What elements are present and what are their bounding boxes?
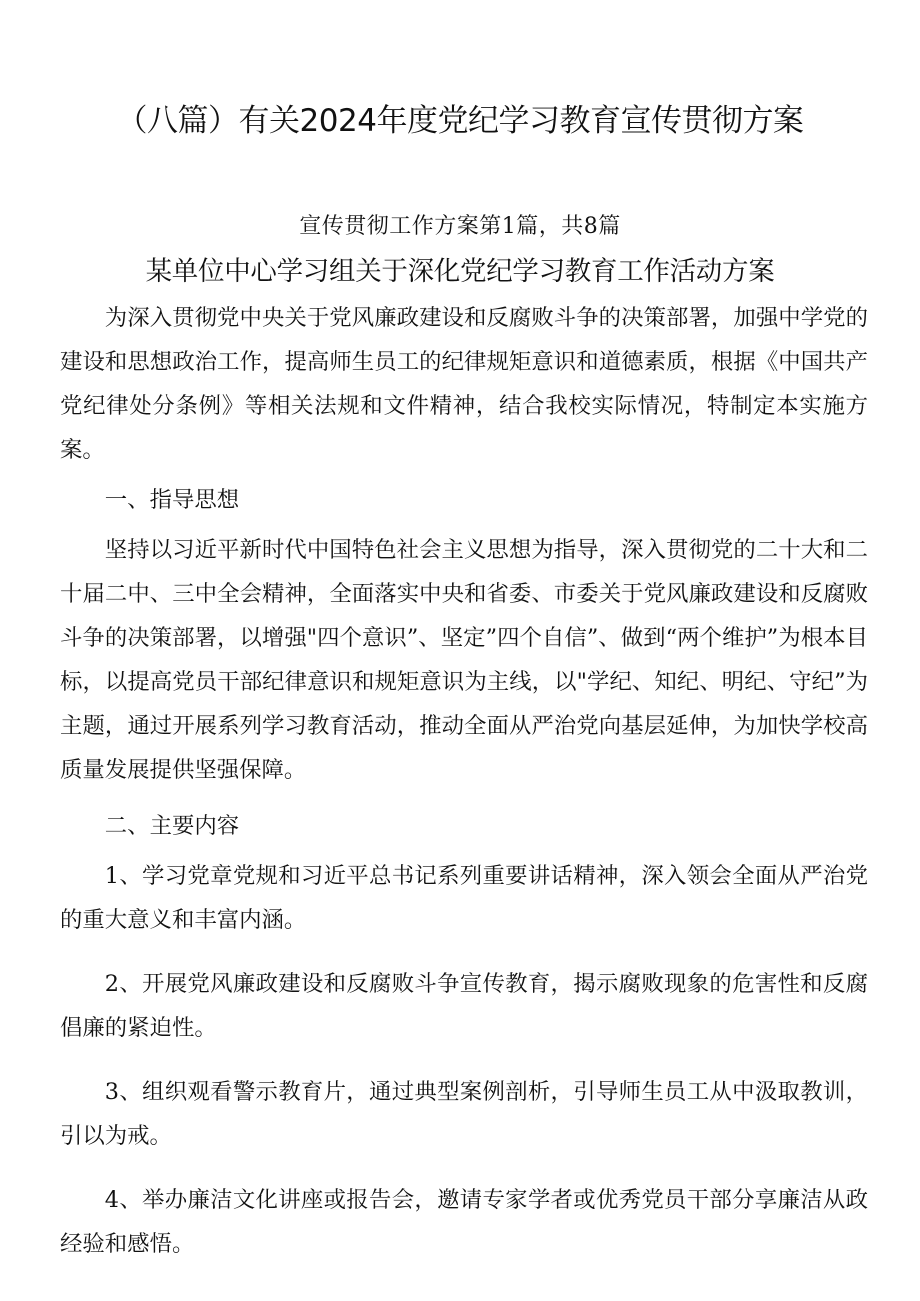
section-heading-main-content: 二、主要内容: [104, 813, 240, 839]
content-item-4: 4、举办廉洁文化讲座或报告会，邀请专家学者或优秀党员干部分享廉洁从政经验和感悟。: [60, 1187, 868, 1257]
document-main-title: （八篇）有关2024年度党纪学习教育宣传贯彻方案: [116, 103, 804, 139]
content-item-3: 3、组织观看警示教育片，通过典型案例剖析，引导师生员工从中汲取教训，引以为戒。: [60, 1079, 868, 1149]
intro-paragraph: 为深入贯彻党中央关于党风廉政建设和反腐败斗争的决策部署，加强中学党的建设和思想政治工作，提高师生员工的纪律规矩意识和道德素质，根据《中国共产党纪律处分条例》等相关法规和文件精神，结合我校实际情况，特制定本实施方案。: [60, 305, 868, 463]
document-body: [60, 296, 868, 1266]
section-heading-guiding-ideology: 一、指导思想: [104, 487, 240, 513]
document-subtitle: 宣传贯彻工作方案第1篇，共8篇: [299, 214, 621, 239]
content-item-2: 2、开展党风廉政建设和反腐败斗争宣传教育，揭示腐败现象的危害性和反腐倡廉的紧迫性。: [60, 971, 868, 1041]
document-heading: 某单位中心学习组关于深化党纪学习教育工作活动方案: [145, 256, 775, 287]
guiding-ideology-paragraph: 坚持以习近平新时代中国特色社会主义思想为指导，深入贯彻党的二十大和二十届二中、三中全会精神，全面落实中央和省委、市委关于党风廉政建设和反腐败斗争的决策部署，以增强"四个意识”、坚定”四个自信”、做到“两个维护”为根本目标，以提高党员干部纪律意识和规矩意识为主线，以"学纪、知纪、明纪、守纪”为主题，通过开展系列学习教育活动，推动全面从严治党向基层延伸，为加快学校高质量发展提供坚强保障。: [60, 537, 868, 783]
content-item-1: 1、学习党章党规和习近平总书记系列重要讲话精神，深入领会全面从严治党的重大意义和丰富内涵。: [60, 863, 868, 933]
